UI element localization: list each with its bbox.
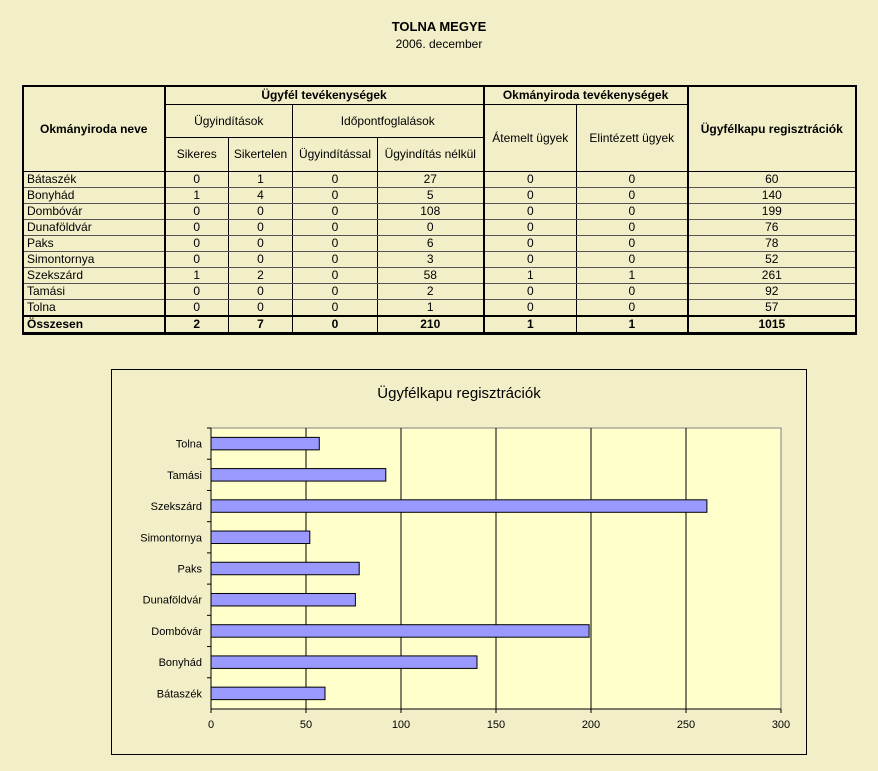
x-tick-label: 150: [486, 719, 506, 731]
value-cell: 1: [577, 316, 688, 333]
page-title: TOLNA MEGYE: [391, 19, 487, 34]
value-cell: 0: [165, 236, 229, 252]
col-done-cases: Elintézett ügyek: [577, 105, 688, 172]
value-cell: 0: [577, 172, 688, 188]
value-cell: 199: [688, 204, 856, 220]
table-row: [24, 188, 856, 204]
y-category-label: Szekszárd: [150, 501, 202, 514]
subgroup-bookings: Időpontfoglalások: [293, 105, 484, 138]
value-cell: 0: [293, 220, 378, 236]
value-cell: 6: [378, 236, 484, 252]
office-name-cell: Tolna: [24, 300, 165, 317]
office-name-cell: Dombóvár: [24, 204, 165, 220]
value-cell: 60: [688, 172, 856, 188]
table-row: [24, 204, 856, 220]
table-row: [24, 252, 856, 268]
bar: [211, 625, 589, 637]
value-cell: 0: [484, 172, 577, 188]
value-cell: 7: [229, 316, 293, 333]
value-cell: 210: [378, 316, 484, 333]
value-cell: 0: [229, 204, 293, 220]
bar: [211, 593, 355, 605]
x-tick-label: 250: [676, 719, 696, 731]
x-tick-label: 0: [207, 719, 215, 731]
value-cell: 1: [484, 268, 577, 284]
value-cell: 0: [293, 284, 378, 300]
value-cell: 0: [484, 188, 577, 204]
value-cell: 1: [378, 300, 484, 317]
y-category-label: Paks: [177, 563, 202, 576]
office-name-cell: Bátaszék: [24, 172, 165, 188]
total-row: [24, 316, 856, 333]
value-cell: 1: [165, 188, 229, 204]
value-cell: 1: [165, 268, 229, 284]
x-tick-label: 100: [391, 719, 411, 731]
value-cell: 0: [293, 172, 378, 188]
value-cell: 0: [165, 204, 229, 220]
office-name-cell: Bonyhád: [24, 188, 165, 204]
statistics-table: [23, 86, 856, 334]
value-cell: 3: [378, 252, 484, 268]
y-category-label: Tamási: [167, 469, 202, 482]
bar: [211, 469, 386, 481]
value-cell: 1015: [688, 316, 856, 333]
value-cell: 0: [293, 316, 378, 333]
value-cell: 5: [378, 188, 484, 204]
y-category-label: Dombóvár: [151, 625, 202, 638]
x-tick-label: 50: [299, 719, 313, 731]
value-cell: 0: [165, 252, 229, 268]
value-cell: 0: [293, 300, 378, 317]
bar: [211, 656, 477, 668]
table-row: [24, 268, 856, 284]
office-name-cell: Paks: [24, 236, 165, 252]
chart-panel: [111, 369, 807, 755]
office-name-cell: Összesen: [24, 316, 165, 333]
value-cell: 0: [293, 268, 378, 284]
value-cell: 0: [378, 220, 484, 236]
value-cell: 0: [229, 300, 293, 317]
table-row: [24, 236, 856, 252]
x-tick-label: 200: [581, 719, 601, 731]
group-office-activities: Okmányiroda tevékenységek: [484, 87, 688, 105]
value-cell: 0: [165, 284, 229, 300]
table-row: [24, 172, 856, 188]
value-cell: 140: [688, 188, 856, 204]
value-cell: 108: [378, 204, 484, 220]
col-success: Sikeres: [165, 138, 229, 172]
value-cell: 27: [378, 172, 484, 188]
col-portal-registrations: Ügyfélkapu regisztrációk: [688, 87, 856, 172]
col-office-name: Okmányiroda neve: [24, 87, 165, 172]
value-cell: 2: [378, 284, 484, 300]
value-cell: 0: [577, 204, 688, 220]
value-cell: 0: [165, 172, 229, 188]
col-fail: Sikertelen: [229, 138, 293, 172]
bar-chart: [112, 370, 806, 754]
value-cell: 0: [484, 300, 577, 317]
table-row: [24, 220, 856, 236]
value-cell: 0: [165, 220, 229, 236]
bar: [211, 687, 325, 699]
value-cell: 0: [484, 284, 577, 300]
value-cell: 0: [577, 220, 688, 236]
value-cell: 0: [577, 284, 688, 300]
value-cell: 0: [293, 188, 378, 204]
subgroup-starts: Ügyindítások: [165, 105, 293, 138]
value-cell: 0: [293, 204, 378, 220]
value-cell: 1: [229, 172, 293, 188]
page-subtitle: 2006. december: [395, 37, 483, 51]
y-category-label: Simontornya: [140, 532, 202, 545]
value-cell: 0: [577, 252, 688, 268]
value-cell: 0: [229, 284, 293, 300]
value-cell: 0: [293, 252, 378, 268]
bar: [211, 562, 359, 574]
value-cell: 0: [484, 220, 577, 236]
value-cell: 0: [229, 252, 293, 268]
office-name-cell: Dunaföldvár: [24, 220, 165, 236]
y-category-label: Dunaföldvár: [142, 594, 202, 607]
value-cell: 0: [229, 236, 293, 252]
bar: [211, 531, 310, 543]
value-cell: 261: [688, 268, 856, 284]
value-cell: 0: [577, 188, 688, 204]
chart-title: Ügyfélkapu regisztrációk: [377, 385, 541, 402]
value-cell: 52: [688, 252, 856, 268]
bar: [211, 500, 707, 512]
value-cell: 4: [229, 188, 293, 204]
y-category-label: Bonyhád: [158, 657, 202, 670]
value-cell: 0: [165, 300, 229, 317]
value-cell: 0: [484, 252, 577, 268]
office-name-cell: Szekszárd: [24, 268, 165, 284]
x-tick-label: 300: [771, 719, 791, 731]
value-cell: 0: [577, 300, 688, 317]
value-cell: 2: [165, 316, 229, 333]
y-category-label: Tolna: [175, 438, 202, 451]
value-cell: 57: [688, 300, 856, 317]
y-category-label: Bátaszék: [156, 688, 202, 701]
bar: [211, 437, 319, 449]
group-client-activities: Ügyfél tevékenységek: [165, 87, 484, 105]
value-cell: 0: [484, 236, 577, 252]
office-name-cell: Tamási: [24, 284, 165, 300]
office-name-cell: Simontornya: [24, 252, 165, 268]
value-cell: 78: [688, 236, 856, 252]
value-cell: 76: [688, 220, 856, 236]
value-cell: 2: [229, 268, 293, 284]
value-cell: 0: [577, 236, 688, 252]
value-cell: 1: [577, 268, 688, 284]
table-row: [24, 300, 856, 317]
table-row: [24, 284, 856, 300]
col-moved-cases: Átemelt ügyek: [484, 105, 577, 172]
col-with-start: Ügyindítással: [293, 138, 378, 172]
value-cell: 92: [688, 284, 856, 300]
value-cell: 0: [293, 236, 378, 252]
value-cell: 0: [229, 220, 293, 236]
value-cell: 0: [484, 204, 577, 220]
value-cell: 1: [484, 316, 577, 333]
value-cell: 58: [378, 268, 484, 284]
col-without-start: Ügyindítás nélkül: [378, 138, 484, 172]
